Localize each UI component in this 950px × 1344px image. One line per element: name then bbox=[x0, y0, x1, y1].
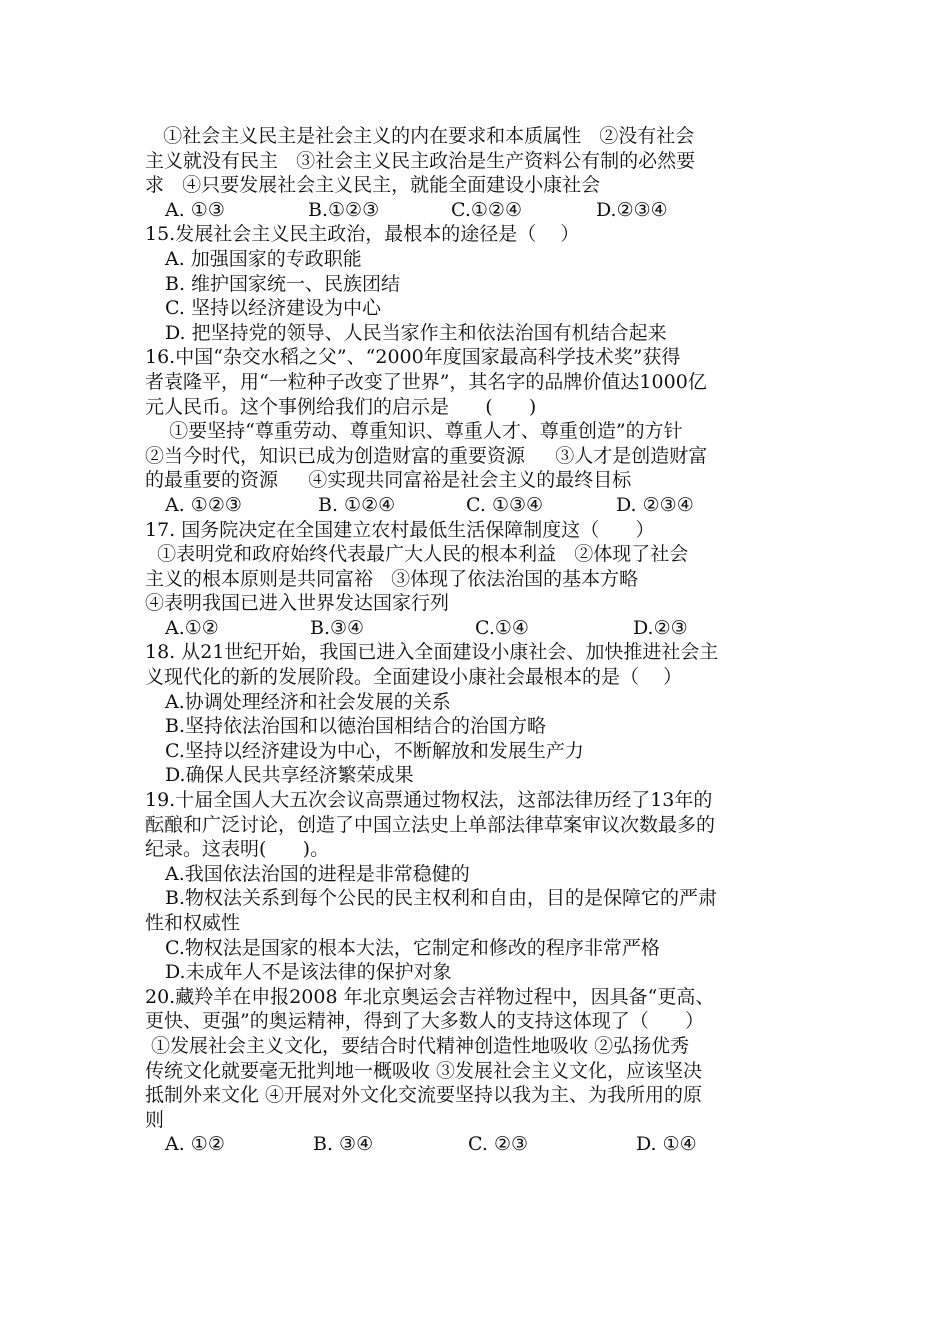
text-line: 的最重要的资源 ④实现共同富裕是社会主义的最终目标 bbox=[145, 469, 632, 492]
text-line: ①社会主义民主是社会主义的内在要求和本质属性 ②没有社会 bbox=[145, 125, 695, 147]
exam-page bbox=[145, 124, 813, 1157]
choice-d: D. 把坚持党的领导、人民当家作主和依法治国有机结合起来 bbox=[165, 321, 667, 344]
option-c: C. ①③④ bbox=[466, 493, 544, 516]
option-d: D.②③④ bbox=[596, 198, 668, 221]
option-d: D. ②③④ bbox=[616, 493, 694, 516]
option-a: A. ①② bbox=[165, 1133, 225, 1156]
text-line: 求 ④只要发展社会主义民主，就能全面建设小康社会 bbox=[145, 174, 601, 197]
options-row bbox=[145, 1132, 813, 1157]
choice-b: B.坚持依法治国和以德治国相结合的治国方略 bbox=[165, 715, 547, 738]
option-c: C.①②④ bbox=[451, 198, 522, 221]
question-19 bbox=[145, 788, 813, 985]
options-row bbox=[145, 493, 813, 518]
choice-a: A.协调处理经济和社会发展的关系 bbox=[165, 690, 451, 713]
option-c: C.①④ bbox=[475, 616, 529, 639]
text-line: 元人民币。这个事例给我们的启示是 ( ) bbox=[145, 395, 537, 418]
text-line: 酝酿和广泛讨论，创造了中国立法史上单部法律草案审议次数最多的 bbox=[145, 813, 716, 836]
option-b: B.③④ bbox=[310, 616, 365, 639]
choice-c: C.物权法是国家的根本大法，它制定和修改的程序非常严格 bbox=[165, 936, 660, 959]
option-b: B. ③④ bbox=[313, 1133, 374, 1156]
text-line: ①发展社会主义文化，要结合时代精神创造性地吸收 ②弘扬优秀 bbox=[145, 1034, 690, 1057]
question-14-tail bbox=[145, 124, 813, 222]
options-row bbox=[145, 616, 813, 641]
text-line: 18. 从21世纪开始，我国已进入全面建设小康社会、加快推进社会主 bbox=[145, 641, 719, 664]
text-line: ①表明党和政府始终代表最广大人民的根本利益 ②体现了社会 bbox=[145, 543, 689, 566]
choice-a: A.我国依法治国的进程是非常稳健的 bbox=[165, 862, 470, 885]
choice-b: B. 维护国家统一、民族团结 bbox=[165, 272, 401, 295]
option-c: C. ②③ bbox=[468, 1133, 529, 1156]
option-d: D. ①④ bbox=[636, 1133, 697, 1156]
text-line: 20.藏羚羊在申报2008 年北京奥运会吉祥物过程中，因具备“更高、 bbox=[145, 985, 715, 1008]
choice-c: C.坚持以经济建设为中心，不断解放和发展生产力 bbox=[165, 739, 584, 762]
choice-b-continued: 性和权威性 bbox=[145, 912, 241, 934]
options-row bbox=[145, 198, 813, 223]
text-line: 主义就没有民主 ③社会主义民主政治是生产资料公有制的必然要 bbox=[145, 149, 696, 172]
text-line: 义现代化的新的发展阶段。全面建设小康社会最根本的是（ ） bbox=[145, 666, 683, 689]
choice-a: A. 加强国家的专政职能 bbox=[165, 247, 362, 270]
text-line: ④表明我国已进入世界发达国家行列 bbox=[145, 592, 450, 615]
text-line: 抵制外来文化 ④开展对外文化交流要坚持以我为主、为我所用的原 bbox=[145, 1084, 703, 1107]
choice-d: D.未成年人不是该法律的保护对象 bbox=[165, 961, 452, 984]
text-line: 传统文化就要毫无批判地一概吸收 ③发展社会主义文化，应该坚决 bbox=[145, 1059, 703, 1082]
option-b: B.①②③ bbox=[308, 198, 380, 221]
choice-c: C. 坚持以经济建设为中心 bbox=[165, 297, 381, 320]
question-20 bbox=[145, 985, 813, 1157]
text-line: ①要坚持“尊重劳动、尊重知识、尊重人才、尊重创造”的方针 bbox=[145, 420, 683, 443]
question-17 bbox=[145, 518, 813, 641]
text-line: 17. 国务院决定在全国建立农村最低生活保障制度这（ ） bbox=[145, 518, 655, 541]
option-a: A.①② bbox=[165, 616, 219, 639]
option-d: D.②③ bbox=[633, 616, 688, 639]
text-line: 纪录。这表明( )。 bbox=[145, 838, 330, 861]
text-line: 19.十届全国人大五次会议高票通过物权法，这部法律历经了13年的 bbox=[145, 789, 713, 812]
text-line: 主义的根本原则是共同富裕 ③体现了依法治国的基本方略 bbox=[145, 567, 639, 590]
option-a: A. ①②③ bbox=[165, 493, 242, 516]
text-line: 者袁隆平，用“一粒种子改变了世界”，其名字的品牌价值达1000亿 bbox=[145, 370, 707, 393]
question-15 bbox=[145, 222, 813, 345]
choice-d: D.确保人民共享经济繁荣成果 bbox=[165, 764, 414, 787]
option-b: B. ①②④ bbox=[318, 493, 396, 516]
text-line: ②当今时代，知识已成为创造财富的重要资源 ③人才是创造财富 bbox=[145, 444, 708, 467]
question-stem: 15.发展社会主义民主政治，最根本的途径是（ ） bbox=[145, 223, 580, 246]
choice-b: B.物权法关系到每个公民的民主权利和自由，目的是保障它的严肃 bbox=[165, 887, 718, 910]
option-a: A. ①③ bbox=[165, 198, 225, 221]
text-line: 16.中国“杂交水稻之父”、“2000年度国家最高科学技术奖”获得 bbox=[145, 346, 681, 369]
text-line: 则 bbox=[145, 1108, 165, 1131]
text-line: 更快、更强”的奥运精神，得到了大多数人的支持这体现了（ ） bbox=[145, 1010, 704, 1033]
question-18 bbox=[145, 640, 813, 788]
question-16 bbox=[145, 345, 813, 517]
